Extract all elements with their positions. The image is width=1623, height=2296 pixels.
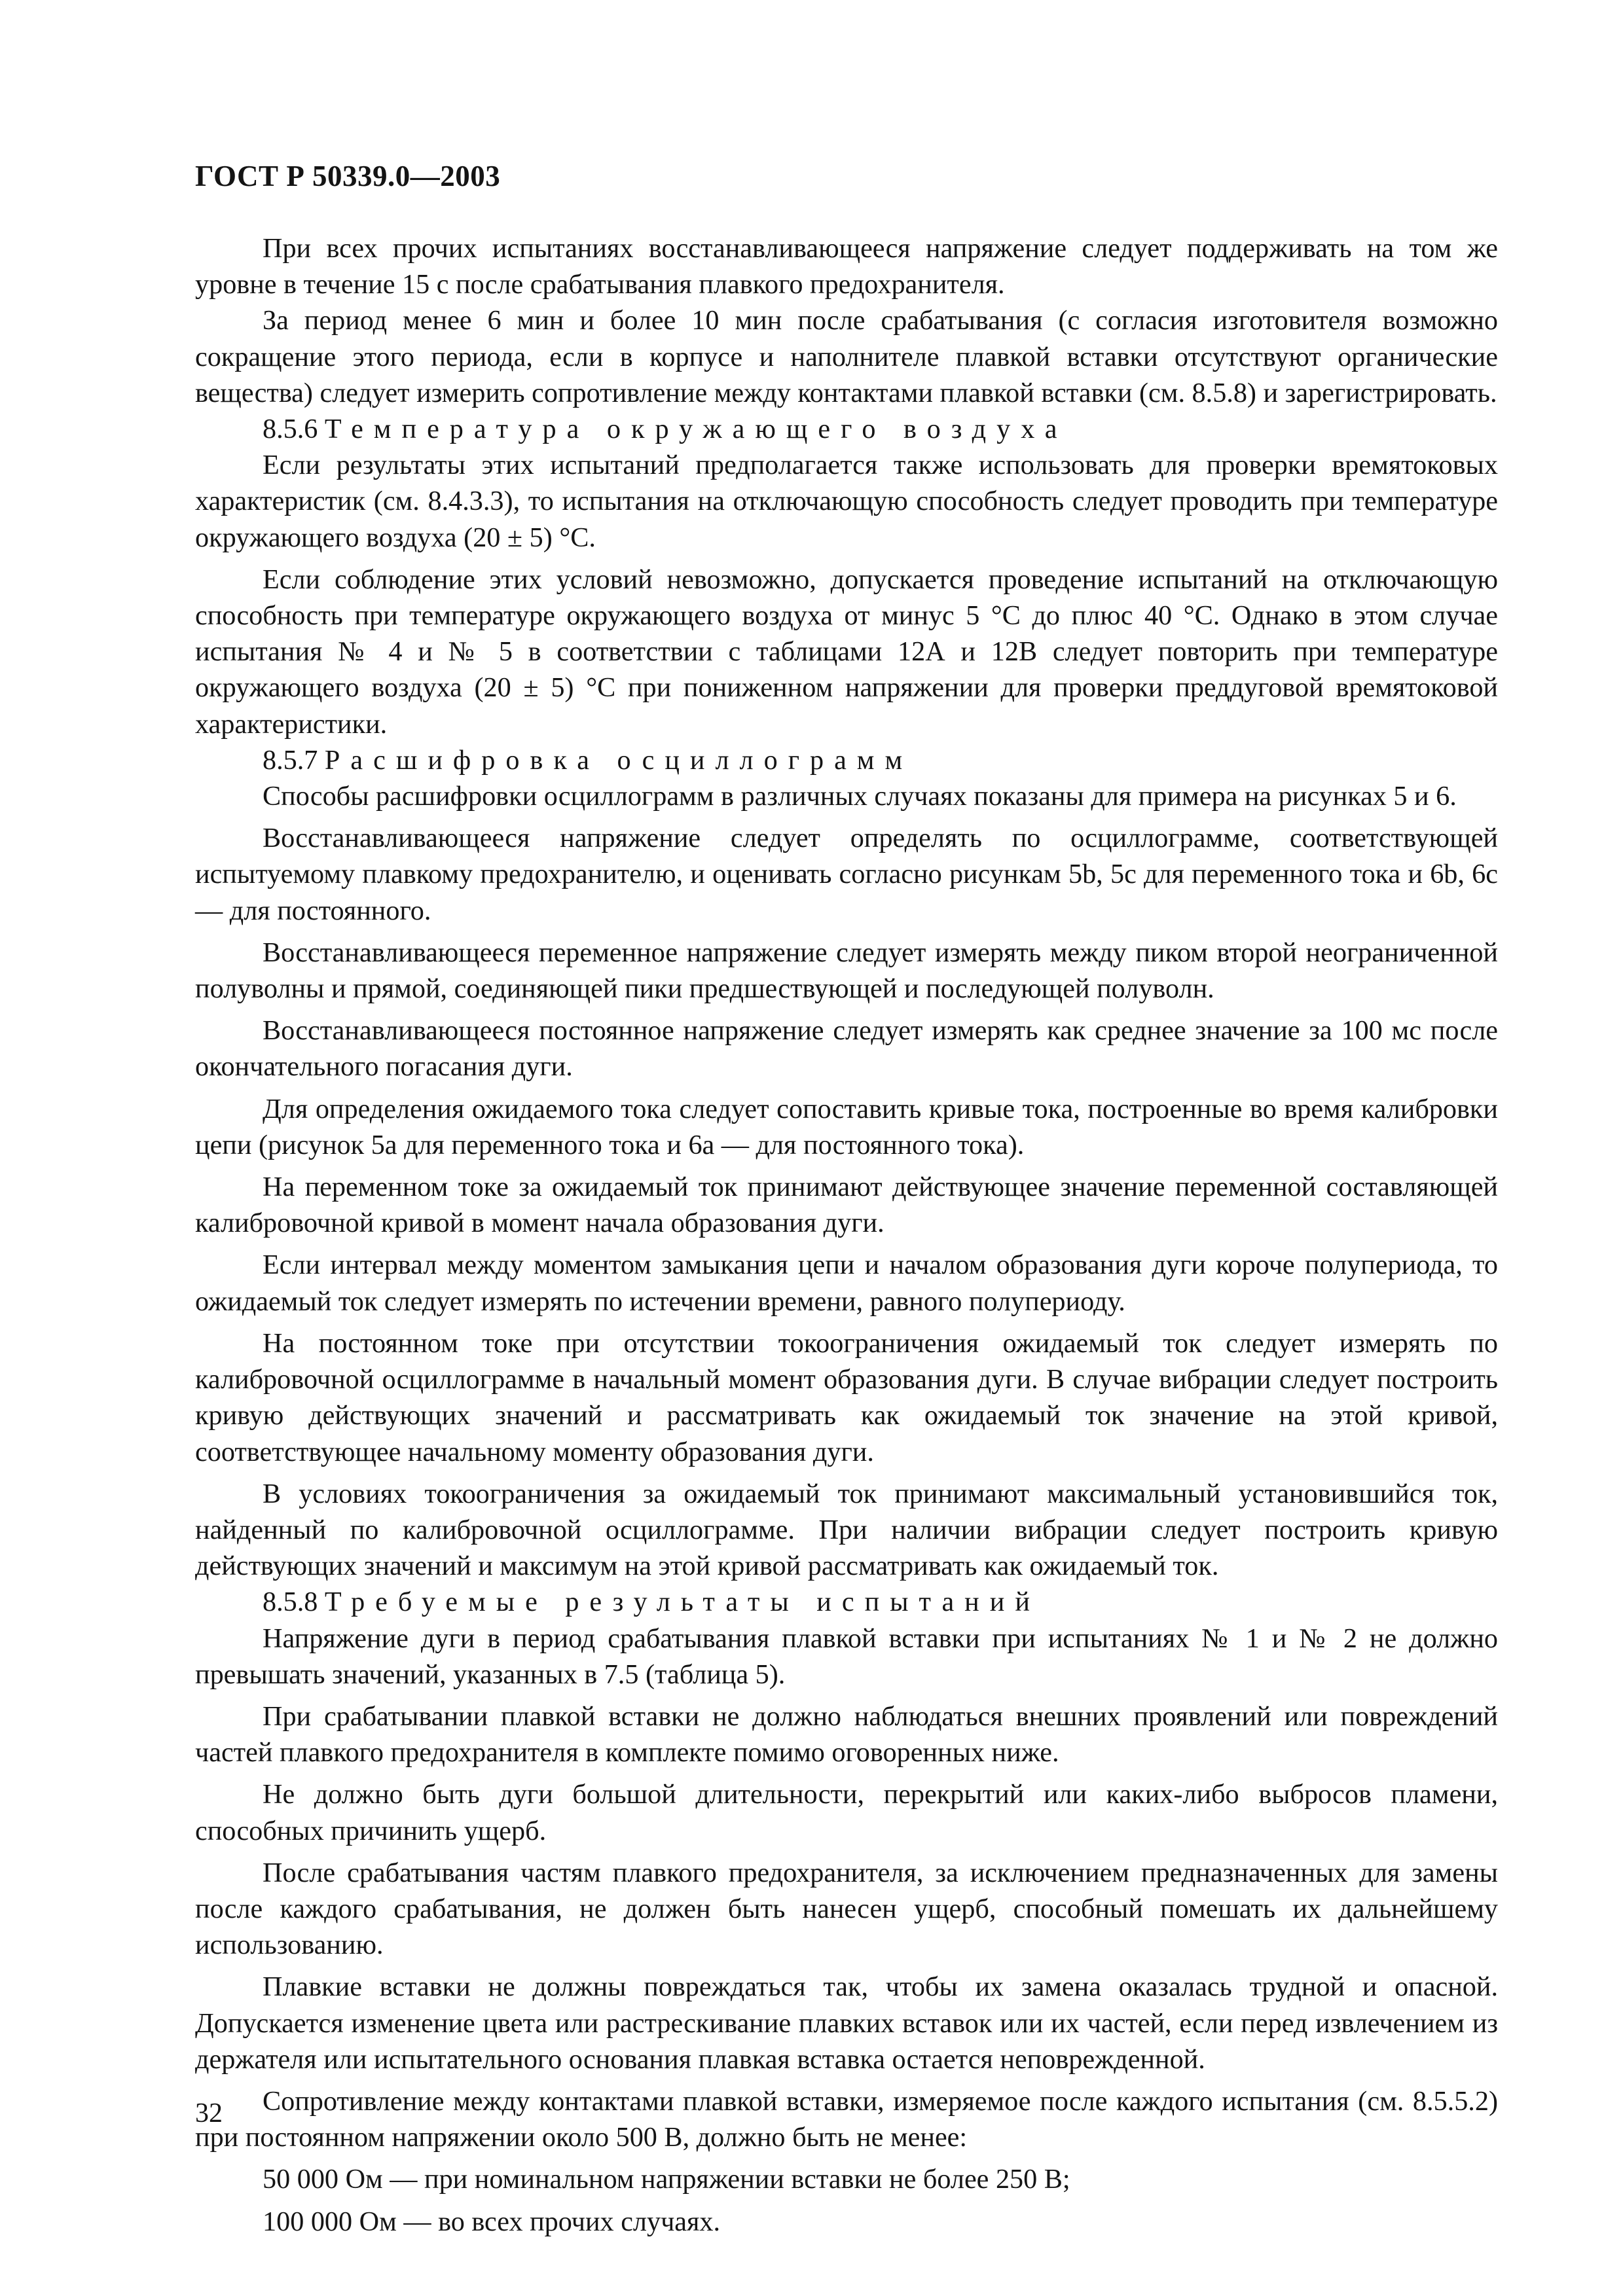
paragraph: При срабатывании плавкой вставки не должно наблюдаться внешних проявлений или повреждений частей плавкого предохранителя в комплекте помимо оговоренных ниже. [195, 1700, 1498, 1768]
page-number: 32 [195, 2098, 223, 2128]
section-number: 8.5.8 [263, 1587, 318, 1618]
paragraph: На переменном токе за ожидаемый ток принимают действующее значение переменной составляющей калибровочной кривой в момент начала образования дуги. [195, 1172, 1498, 1239]
paragraph: В условиях токоограничения за ожидаемый ток принимают максимальный установившийся ток, найденный по калибровочной осциллограмме. При наличии вибрации следует построить кривую действующих значений и максимум на этой кривой рассматривать как ожидаемый ток. [195, 1478, 1498, 1582]
paragraph: За период менее 6 мин и более 10 мин после срабатывания (с согласия изготовителя возможно сокращение этого периода, если в корпусе и наполнителе плавкой вставки отсутствуют органические вещества) следует измерить сопротивление между контактами плавкой вставки (см. 8.5.8) и зарегистрировать. [195, 305, 1498, 408]
document-header: ГОСТ Р 50339.0—2003 [195, 160, 501, 192]
list-item: 100 000 Ом — во всех прочих случаях. [263, 2206, 721, 2237]
paragraph: Напряжение дуги в период срабатывания плавкой вставки при испытаниях № 1 и № 2 не должно превышать значений, указанных в 7.5 (таблица 5). [195, 1623, 1498, 1690]
document-body [195, 230, 1498, 2240]
section-heading [195, 742, 1498, 778]
paragraph: Способы расшифровки осциллограмм в различных случаях показаны для примера на рисунках 5 и 6. [263, 781, 1457, 812]
paragraph: Если соблюдение этих условий невозможно, допускается проведение испытаний на отключающую способность при температуре окружающего воздуха от минус 5 °С до плюс 40 °С. Однако в этом случае испытания № 4 и № 5 в соответствии с таблицами 12А и 12В следует повторить при температуре окружающего воздуха (20 ± 5) °С при пониженном напряжении для проверки преддуговой времятоковой характеристики. [195, 564, 1498, 740]
paragraph: Если интервал между моментом замыкания цепи и началом образования дуги короче полупериода, то ожидаемый ток следует измерять по истечении времени, равного полупериоду. [195, 1249, 1498, 1317]
paragraph: После срабатывания частям плавкого предохранителя, за исключением предназначенных для замены после каждого срабатывания, не должен быть нанесен ущерб, способный помешать их дальнейшему использованию. [195, 1857, 1498, 1961]
paragraph: Восстанавливающееся постоянное напряжение следует измерять как среднее значение за 100 мс после окончательного погасания дуги. [195, 1015, 1498, 1083]
paragraph: Сопротивление между контактами плавкой вставки, измеряемое после каждого испытания (см. 8.5.5.2) при постоянном напряжении около 500 В, должно быть не менее: [195, 2085, 1498, 2153]
paragraph: Для определения ожидаемого тока следует сопоставить кривые тока, построенные во время калибровки цепи (рисунок 5а для переменного тока и 6а — для постоянного тока). [195, 1093, 1498, 1160]
paragraph: Плавкие вставки не должны повреждаться так, чтобы их замена оказалась трудной и опасной. Допускается изменение цвета или растрескивание плавких вставок или их частей, если перед извлечением из держателя или испытательного основания плавкая вставка остается неповрежденной. [195, 1971, 1498, 2075]
paragraph: Восстанавливающееся переменное напряжение следует измерять между пиком второй неограниченной полуволны и прямой, соединяющей пики предшествующей и последующей полуволн. [195, 937, 1498, 1005]
paragraph: При всех прочих испытаниях восстанавливающееся напряжение следует поддерживать на том же уровне в течение 15 с после срабатывания плавкого предохранителя. [195, 233, 1498, 300]
section-number: 8.5.6 [263, 414, 318, 445]
section-title: Требуемые результаты испытаний [324, 1587, 1040, 1618]
section-number: 8.5.7 [263, 744, 318, 776]
section-heading [195, 411, 1498, 447]
paragraph: На постоянном токе при отсутствии токоограничения ожидаемый ток следует измерять по калибровочной осциллограмме в начальный момент образования дуги. В случае вибрации следует построить кривую действующих значений и рассматривать как ожидаемый ток значение на этой кривой, соответствующее начальному моменту образования дуги. [195, 1327, 1498, 1467]
paragraph: Если результаты этих испытаний предполагается также использовать для проверки времятоковых характеристик (см. 8.4.3.3), то испытания на отключающую способность следует проводить при температуре окружающего воздуха (20 ± 5) °С. [195, 450, 1498, 553]
section-title: Расшифровка осциллограмм [324, 744, 913, 776]
paragraph: Восстанавливающееся напряжение следует определять по осциллограмме, соответствующей испытуемому плавкому предохранителю, и оценивать согласно рисункам 5b, 5с для переменного тока и 6b, 6с — для постоянного. [195, 823, 1498, 926]
section-heading [195, 1584, 1498, 1620]
section-title: Температура окружающего воздуха [324, 414, 1068, 445]
list-item: 50 000 Ом — при номинальном напряжении вставки не более 250 В; [263, 2164, 1070, 2195]
paragraph: Не должно быть дуги большой длительности, перекрытий или каких-либо выбросов пламени, способных причинить ущерб. [195, 1779, 1498, 1846]
